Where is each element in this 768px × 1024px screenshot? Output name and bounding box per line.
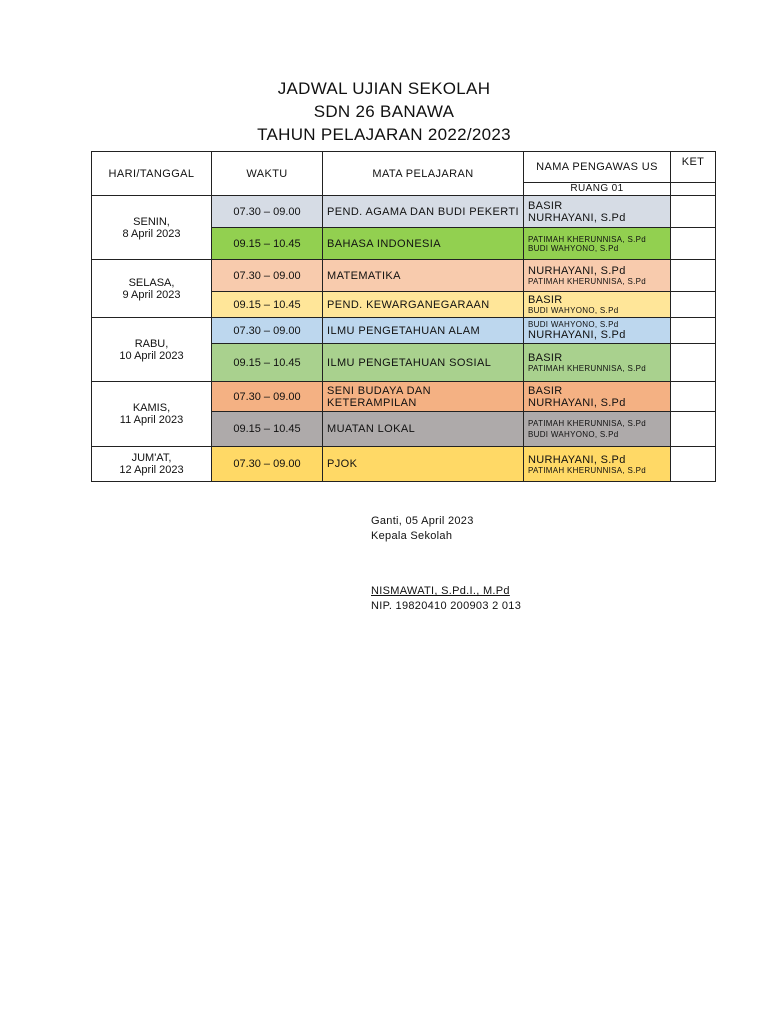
day-date: 10 April 2023 [119, 349, 184, 362]
supervisor-1: PATIMAH KHERUNNISA, S.Pd [528, 234, 647, 244]
day-name: JUM'AT, [131, 452, 172, 464]
day-cell [92, 196, 212, 260]
table-row [92, 318, 716, 344]
supervisor-2: BUDI WAHYONO, S.Pd [528, 243, 619, 253]
supervisor-2: NURHAYANI, S.Pd [528, 396, 626, 409]
time-cell: 07.30 – 09.00 [212, 447, 323, 482]
supervisor-cell [524, 344, 671, 382]
subject-cell: PEND. KEWARGANEGARAAN [323, 292, 524, 318]
ket-cell [671, 412, 716, 447]
supervisor-1: NURHAYANI, S.Pd [528, 265, 626, 277]
day-name: SENIN, [133, 215, 170, 228]
header-supervisor: NAMA PENGAWAS US [524, 152, 671, 183]
supervisor-cell [524, 447, 671, 482]
supervisor-2: PATIMAH KHERUNNISA, S.Pd [528, 277, 647, 286]
table-row [92, 382, 716, 412]
time-cell: 09.15 – 10.45 [212, 292, 323, 318]
ket-cell [671, 196, 716, 228]
ket-cell [671, 318, 716, 344]
supervisor-1: BASIR [528, 352, 563, 364]
supervisor-2: BUDI WAHYONO, S.Pd [528, 430, 619, 439]
title-school-exam: JADWAL UJIAN SEKOLAH [277, 79, 491, 98]
table-header-row [92, 152, 716, 183]
day-date: 12 April 2023 [119, 464, 184, 476]
supervisor-cell [524, 196, 671, 228]
ket-cell [671, 292, 716, 318]
time-cell: 07.30 – 09.00 [212, 382, 323, 412]
subject-cell: MATEMATIKA [323, 260, 524, 292]
subject-cell: ILMU PENGETAHUAN ALAM [323, 318, 524, 344]
header-subject: MATA PELAJARAN [323, 152, 524, 196]
supervisor-1: BUDI WAHYONO, S.Pd [528, 320, 619, 329]
table-row [92, 447, 716, 482]
exam-schedule-table [91, 151, 716, 482]
day-name: SELASA, [128, 276, 175, 289]
day-date: 9 April 2023 [122, 288, 181, 301]
supervisor-cell [524, 318, 671, 344]
ket-cell [671, 228, 716, 260]
header-room: RUANG 01 [524, 183, 671, 196]
supervisor-cell [524, 228, 671, 260]
signature-place-date: Ganti, 05 April 2023 [371, 515, 474, 527]
day-cell [92, 318, 212, 382]
table-row [92, 260, 716, 292]
supervisor-1: NURHAYANI, S.Pd [528, 453, 626, 466]
supervisor-2: PATIMAH KHERUNNISA, S.Pd [528, 465, 647, 475]
supervisor-cell [524, 412, 671, 447]
ket-cell [671, 447, 716, 482]
signature-nip: NIP. 19820410 200903 2 013 [371, 600, 522, 612]
subject-cell: MUATAN LOKAL [323, 412, 524, 447]
title-school-name: SDN 26 BANAWA [313, 102, 455, 121]
day-name: RABU, [134, 337, 169, 350]
subject-cell: SENI BUDAYA DAN KETERAMPILAN [323, 382, 524, 412]
supervisor-1: BASIR [528, 199, 563, 212]
ket-cell [671, 344, 716, 382]
day-date: 11 April 2023 [119, 414, 184, 426]
header-time: WAKTU [212, 152, 323, 196]
time-cell: 09.15 – 10.45 [212, 412, 323, 447]
subject-cell: PJOK [323, 447, 524, 482]
subject-cell: ILMU PENGETAHUAN SOSIAL [323, 344, 524, 382]
supervisor-1: PATIMAH KHERUNNISA, S.Pd [528, 419, 647, 428]
supervisor-cell [524, 382, 671, 412]
day-cell [92, 382, 212, 447]
supervisor-2: NURHAYANI, S.Pd [528, 329, 626, 341]
ket-cell [671, 260, 716, 292]
day-cell [92, 260, 212, 318]
supervisor-cell [524, 260, 671, 292]
supervisor-2: PATIMAH KHERUNNISA, S.Pd [528, 364, 647, 373]
subject-cell: PEND. AGAMA DAN BUDI PEKERTI [323, 196, 524, 228]
day-date: 8 April 2023 [122, 227, 181, 240]
supervisor-1: BASIR [528, 384, 563, 397]
time-cell: 09.15 – 10.45 [212, 228, 323, 260]
signature-name: NISMAWATI, S.Pd.I., M.Pd [371, 585, 510, 597]
time-cell: 09.15 – 10.45 [212, 344, 323, 382]
signature-position: Kepala Sekolah [371, 530, 453, 542]
day-name: KAMIS, [132, 402, 171, 414]
supervisor-cell [524, 292, 671, 318]
header-day: HARI/TANGGAL [92, 152, 212, 196]
time-cell: 07.30 – 09.00 [212, 318, 323, 344]
time-cell: 07.30 – 09.00 [212, 260, 323, 292]
header-ket: KET [671, 152, 716, 183]
time-cell: 07.30 – 09.00 [212, 196, 323, 228]
header-ket-empty [671, 183, 716, 196]
supervisor-2: BUDI WAHYONO, S.Pd [528, 306, 619, 315]
table-row [92, 196, 716, 228]
supervisor-2: NURHAYANI, S.Pd [528, 211, 626, 224]
title-academic-year: TAHUN PELAJARAN 2022/2023 [257, 125, 511, 144]
day-cell [92, 447, 212, 482]
supervisor-1: BASIR [528, 294, 563, 306]
ket-cell [671, 382, 716, 412]
subject-cell: BAHASA INDONESIA [323, 228, 524, 260]
